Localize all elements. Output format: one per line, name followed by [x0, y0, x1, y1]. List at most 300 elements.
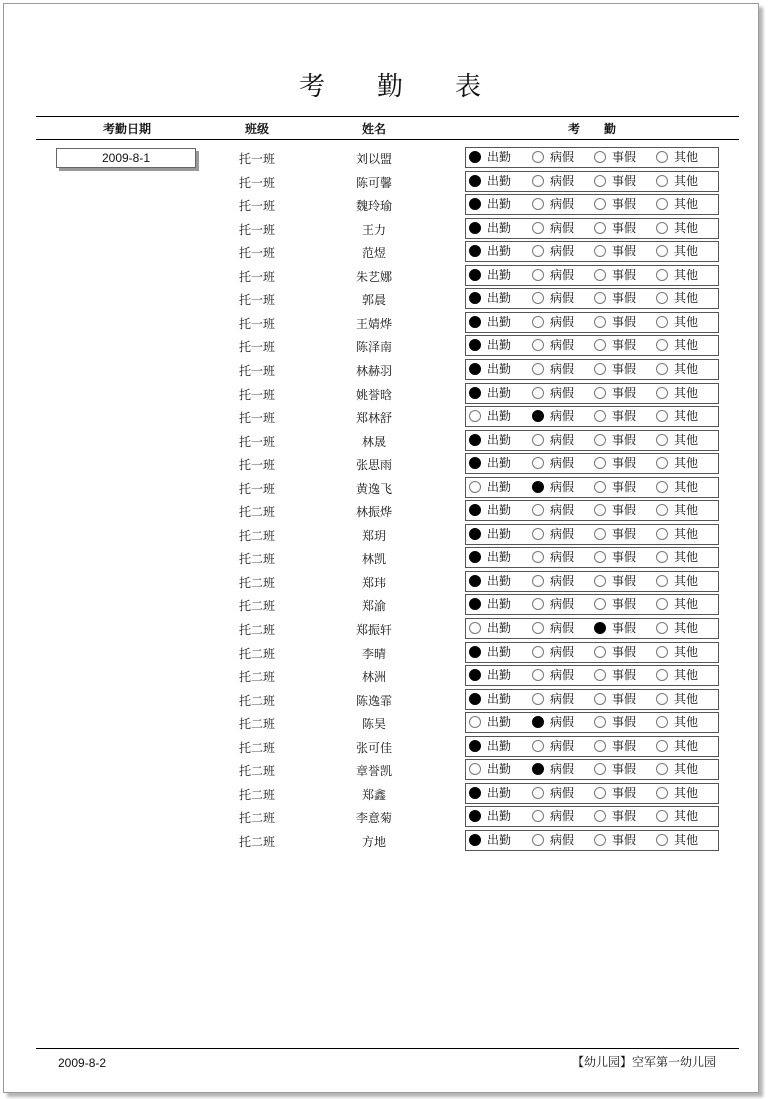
attendance-option[interactable] [469, 786, 511, 801]
attendance-option[interactable] [656, 338, 698, 353]
table-row [0, 335, 768, 356]
attendance-option[interactable] [656, 362, 698, 377]
radio-unselected-icon[interactable] [656, 834, 668, 846]
radio-unselected-icon[interactable] [594, 410, 606, 422]
attendance-option[interactable] [469, 574, 511, 589]
attendance-option[interactable] [469, 197, 511, 212]
radio-unselected-icon[interactable] [656, 339, 668, 351]
attendance-option-label: 病假 [550, 220, 575, 235]
radio-unselected-icon[interactable] [594, 316, 606, 328]
radio-selected-icon[interactable] [469, 598, 481, 610]
attendance-option[interactable] [594, 291, 636, 306]
radio-selected-icon[interactable] [469, 434, 481, 446]
radio-unselected-icon[interactable] [656, 716, 668, 728]
radio-unselected-icon[interactable] [656, 551, 668, 563]
radio-unselected-icon[interactable] [532, 387, 544, 399]
attendance-option[interactable] [594, 809, 636, 824]
radio-unselected-icon[interactable] [656, 669, 668, 681]
radio-unselected-icon[interactable] [469, 763, 481, 775]
attendance-option[interactable] [656, 409, 698, 424]
attendance-radio-group [465, 265, 719, 286]
radio-unselected-icon[interactable] [656, 598, 668, 610]
attendance-option[interactable] [469, 362, 511, 377]
radio-unselected-icon[interactable] [594, 339, 606, 351]
radio-unselected-icon[interactable] [656, 622, 668, 634]
attendance-option-label: 事假 [612, 644, 637, 659]
attendance-option[interactable] [594, 174, 636, 189]
attendance-option[interactable] [532, 597, 574, 612]
attendance-option[interactable] [469, 480, 511, 495]
radio-unselected-icon[interactable] [532, 646, 544, 658]
attendance-option[interactable] [469, 739, 511, 754]
attendance-option[interactable] [656, 221, 698, 236]
radio-unselected-icon[interactable] [594, 598, 606, 610]
attendance-option[interactable] [532, 739, 574, 754]
attendance-option-label: 出勤 [487, 715, 512, 730]
attendance-option[interactable] [656, 197, 698, 212]
table-row [0, 453, 768, 474]
attendance-option[interactable] [532, 715, 574, 730]
attendance-option[interactable] [594, 503, 636, 518]
radio-selected-icon[interactable] [469, 387, 481, 399]
attendance-option-label: 事假 [612, 809, 637, 824]
radio-unselected-icon[interactable] [469, 716, 481, 728]
attendance-option[interactable] [469, 315, 511, 330]
radio-unselected-icon[interactable] [656, 316, 668, 328]
attendance-option[interactable] [532, 786, 574, 801]
attendance-option[interactable] [656, 621, 698, 636]
attendance-option[interactable] [532, 692, 574, 707]
attendance-option-label: 病假 [550, 456, 575, 471]
attendance-option[interactable] [656, 762, 698, 777]
attendance-option[interactable] [594, 362, 636, 377]
attendance-option[interactable] [469, 762, 511, 777]
attendance-option[interactable] [594, 456, 636, 471]
radio-unselected-icon[interactable] [656, 646, 668, 658]
radio-selected-icon[interactable] [469, 646, 481, 658]
radio-unselected-icon[interactable] [532, 245, 544, 257]
radio-unselected-icon[interactable] [594, 787, 606, 799]
attendance-option[interactable] [469, 527, 511, 542]
attendance-option[interactable] [656, 174, 698, 189]
attendance-option[interactable] [594, 315, 636, 330]
table-row [0, 383, 768, 404]
attendance-option[interactable] [594, 433, 636, 448]
attendance-option[interactable] [594, 527, 636, 542]
attendance-option[interactable] [469, 268, 511, 283]
attendance-option[interactable] [532, 645, 574, 660]
radio-selected-icon[interactable] [469, 222, 481, 234]
radio-unselected-icon[interactable] [532, 551, 544, 563]
radio-selected-icon[interactable] [469, 316, 481, 328]
attendance-option[interactable] [469, 833, 511, 848]
attendance-option[interactable] [656, 527, 698, 542]
radio-selected-icon[interactable] [469, 740, 481, 752]
class-cell: 托一班 [239, 175, 276, 190]
attendance-option[interactable] [469, 174, 511, 189]
attendance-option[interactable] [532, 621, 574, 636]
radio-selected-icon[interactable] [594, 622, 606, 634]
radio-unselected-icon[interactable] [656, 528, 668, 540]
attendance-option[interactable] [532, 527, 574, 542]
radio-unselected-icon[interactable] [532, 810, 544, 822]
radio-unselected-icon[interactable] [656, 575, 668, 587]
attendance-option[interactable] [656, 503, 698, 518]
table-row [0, 194, 768, 215]
name-cell: 林赫羽 [355, 363, 392, 378]
radio-unselected-icon[interactable] [532, 598, 544, 610]
attendance-option[interactable] [656, 291, 698, 306]
attendance-option[interactable] [532, 550, 574, 565]
attendance-option[interactable] [469, 645, 511, 660]
attendance-option-label: 出勤 [487, 832, 512, 847]
table-row [0, 806, 768, 827]
radio-unselected-icon[interactable] [594, 693, 606, 705]
radio-unselected-icon[interactable] [594, 151, 606, 163]
attendance-option[interactable] [532, 456, 574, 471]
radio-selected-icon[interactable] [469, 245, 481, 257]
radio-selected-icon[interactable] [469, 693, 481, 705]
attendance-option[interactable] [532, 221, 574, 236]
radio-unselected-icon[interactable] [594, 740, 606, 752]
attendance-option[interactable] [656, 315, 698, 330]
attendance-option[interactable] [532, 762, 574, 777]
radio-unselected-icon[interactable] [469, 410, 481, 422]
radio-selected-icon[interactable] [532, 481, 544, 493]
attendance-option-label: 病假 [550, 409, 575, 424]
radio-unselected-icon[interactable] [532, 316, 544, 328]
attendance-option-label: 病假 [550, 479, 575, 494]
radio-unselected-icon[interactable] [656, 151, 668, 163]
name-cell: 郭晨 [361, 293, 386, 308]
attendance-option[interactable] [469, 550, 511, 565]
radio-selected-icon[interactable] [469, 151, 481, 163]
radio-unselected-icon[interactable] [532, 339, 544, 351]
attendance-option[interactable] [532, 833, 574, 848]
table-row [0, 689, 768, 710]
attendance-option[interactable] [532, 362, 574, 377]
radio-unselected-icon[interactable] [656, 740, 668, 752]
attendance-option[interactable] [469, 597, 511, 612]
attendance-option[interactable] [532, 503, 574, 518]
radio-unselected-icon[interactable] [594, 669, 606, 681]
attendance-option[interactable] [656, 668, 698, 683]
radio-unselected-icon[interactable] [532, 504, 544, 516]
radio-unselected-icon[interactable] [656, 387, 668, 399]
attendance-option[interactable] [532, 480, 574, 495]
radio-unselected-icon[interactable] [594, 457, 606, 469]
attendance-option-label: 出勤 [487, 244, 512, 259]
radio-unselected-icon[interactable] [594, 551, 606, 563]
radio-unselected-icon[interactable] [594, 198, 606, 210]
radio-unselected-icon[interactable] [656, 457, 668, 469]
attendance-option-label: 出勤 [487, 314, 512, 329]
attendance-option-label: 其他 [674, 668, 699, 683]
attendance-option-label: 事假 [612, 832, 637, 847]
attendance-option-label: 事假 [612, 691, 637, 706]
radio-unselected-icon[interactable] [469, 481, 481, 493]
radio-unselected-icon[interactable] [594, 292, 606, 304]
attendance-option[interactable] [532, 433, 574, 448]
attendance-option[interactable] [594, 597, 636, 612]
radio-unselected-icon[interactable] [656, 198, 668, 210]
attendance-option[interactable] [469, 150, 511, 165]
radio-selected-icon[interactable] [469, 198, 481, 210]
attendance-option[interactable] [594, 268, 636, 283]
attendance-option[interactable] [469, 503, 511, 518]
radio-selected-icon[interactable] [532, 763, 544, 775]
class-cell: 托二班 [239, 834, 276, 849]
attendance-option[interactable] [656, 550, 698, 565]
radio-unselected-icon[interactable] [594, 222, 606, 234]
attendance-option[interactable] [594, 221, 636, 236]
radio-selected-icon[interactable] [469, 834, 481, 846]
radio-unselected-icon[interactable] [532, 151, 544, 163]
table-row [0, 406, 768, 427]
attendance-option[interactable] [594, 480, 636, 495]
radio-unselected-icon[interactable] [532, 222, 544, 234]
attendance-radio-group [465, 477, 719, 498]
attendance-option-label: 其他 [674, 762, 699, 777]
radio-unselected-icon[interactable] [594, 245, 606, 257]
radio-unselected-icon[interactable] [532, 363, 544, 375]
attendance-option[interactable] [656, 715, 698, 730]
radio-selected-icon[interactable] [469, 551, 481, 563]
attendance-option[interactable] [469, 668, 511, 683]
radio-unselected-icon[interactable] [594, 434, 606, 446]
attendance-option[interactable] [656, 386, 698, 401]
radio-unselected-icon[interactable] [532, 292, 544, 304]
radio-selected-icon[interactable] [469, 528, 481, 540]
radio-selected-icon[interactable] [469, 175, 481, 187]
attendance-option[interactable] [656, 786, 698, 801]
attendance-option[interactable] [532, 174, 574, 189]
radio-unselected-icon[interactable] [594, 810, 606, 822]
radio-selected-icon[interactable] [469, 504, 481, 516]
class-cell: 托二班 [239, 528, 276, 543]
radio-unselected-icon[interactable] [656, 481, 668, 493]
radio-unselected-icon[interactable] [594, 481, 606, 493]
radio-unselected-icon[interactable] [532, 669, 544, 681]
attendance-option[interactable] [532, 150, 574, 165]
attendance-option[interactable] [656, 739, 698, 754]
attendance-option[interactable] [532, 315, 574, 330]
header-bottom-rule [36, 139, 739, 140]
attendance-option-label: 病假 [550, 621, 575, 635]
attendance-option[interactable] [532, 668, 574, 683]
attendance-radio-group [465, 712, 719, 733]
table-row [0, 736, 768, 757]
attendance-option[interactable] [656, 833, 698, 848]
radio-unselected-icon[interactable] [656, 693, 668, 705]
attendance-option[interactable] [656, 433, 698, 448]
attendance-option[interactable] [532, 574, 574, 589]
radio-unselected-icon[interactable] [656, 763, 668, 775]
attendance-option[interactable] [594, 739, 636, 754]
radio-unselected-icon[interactable] [532, 622, 544, 634]
attendance-option[interactable] [469, 809, 511, 824]
radio-selected-icon[interactable] [469, 810, 481, 822]
attendance-option[interactable] [656, 692, 698, 707]
attendance-option-label: 病假 [550, 644, 575, 659]
radio-unselected-icon[interactable] [656, 222, 668, 234]
table-row [0, 712, 768, 733]
radio-selected-icon[interactable] [469, 292, 481, 304]
radio-unselected-icon[interactable] [594, 834, 606, 846]
attendance-option[interactable] [594, 197, 636, 212]
radio-unselected-icon[interactable] [656, 787, 668, 799]
attendance-option[interactable] [656, 268, 698, 283]
attendance-option[interactable] [469, 409, 511, 424]
radio-selected-icon[interactable] [532, 716, 544, 728]
attendance-option[interactable] [469, 338, 511, 353]
attendance-option[interactable] [656, 645, 698, 660]
name-cell: 郑玮 [361, 575, 386, 590]
attendance-option[interactable] [594, 621, 636, 636]
radio-unselected-icon[interactable] [594, 646, 606, 658]
attendance-option[interactable] [656, 597, 698, 612]
attendance-option[interactable] [594, 150, 636, 165]
attendance-option-label: 其他 [674, 409, 699, 424]
radio-unselected-icon[interactable] [532, 693, 544, 705]
radio-selected-icon[interactable] [469, 269, 481, 281]
radio-unselected-icon[interactable] [594, 575, 606, 587]
radio-unselected-icon[interactable] [532, 834, 544, 846]
attendance-option[interactable] [469, 221, 511, 236]
name-cell: 王婧烨 [355, 316, 392, 331]
radio-unselected-icon[interactable] [656, 434, 668, 446]
class-cell: 托一班 [239, 387, 276, 402]
attendance-option[interactable] [656, 150, 698, 165]
radio-unselected-icon[interactable] [532, 434, 544, 446]
radio-unselected-icon[interactable] [532, 457, 544, 469]
radio-unselected-icon[interactable] [532, 528, 544, 540]
attendance-option[interactable] [594, 574, 636, 589]
attendance-option[interactable] [656, 456, 698, 471]
attendance-option[interactable] [469, 621, 511, 636]
attendance-option-label: 其他 [674, 715, 699, 730]
attendance-option[interactable] [594, 668, 636, 683]
radio-unselected-icon[interactable] [532, 740, 544, 752]
attendance-option-label: 病假 [550, 385, 575, 400]
attendance-option[interactable] [594, 715, 636, 730]
attendance-option[interactable] [469, 291, 511, 306]
radio-unselected-icon[interactable] [532, 787, 544, 799]
header-class: 班级 [245, 122, 270, 136]
attendance-option[interactable] [469, 244, 511, 259]
radio-unselected-icon[interactable] [656, 292, 668, 304]
class-cell: 托二班 [239, 693, 276, 708]
attendance-option[interactable] [532, 409, 574, 424]
radio-unselected-icon[interactable] [594, 504, 606, 516]
table-row [0, 642, 768, 663]
attendance-option[interactable] [532, 386, 574, 401]
attendance-option[interactable] [532, 291, 574, 306]
attendance-option[interactable] [594, 338, 636, 353]
radio-unselected-icon[interactable] [656, 245, 668, 257]
attendance-option[interactable] [532, 809, 574, 824]
radio-unselected-icon[interactable] [594, 716, 606, 728]
attendance-option-label: 出勤 [487, 621, 512, 635]
attendance-option[interactable] [594, 409, 636, 424]
radio-unselected-icon[interactable] [532, 175, 544, 187]
radio-selected-icon[interactable] [469, 339, 481, 351]
table-row [0, 312, 768, 333]
attendance-option[interactable] [594, 645, 636, 660]
radio-unselected-icon[interactable] [594, 528, 606, 540]
attendance-option[interactable] [532, 197, 574, 212]
attendance-option[interactable] [469, 386, 511, 401]
attendance-option[interactable] [469, 456, 511, 471]
radio-unselected-icon[interactable] [532, 198, 544, 210]
radio-selected-icon[interactable] [532, 410, 544, 422]
attendance-option[interactable] [469, 692, 511, 707]
attendance-date-field[interactable]: 2009-8-1 [56, 148, 196, 168]
radio-unselected-icon[interactable] [656, 810, 668, 822]
attendance-option[interactable] [594, 386, 636, 401]
attendance-option-label: 事假 [612, 291, 637, 306]
radio-unselected-icon[interactable] [532, 269, 544, 281]
attendance-option-label: 事假 [612, 456, 637, 471]
attendance-option[interactable] [594, 692, 636, 707]
attendance-option-label: 病假 [550, 150, 575, 164]
radio-selected-icon[interactable] [469, 457, 481, 469]
radio-unselected-icon[interactable] [594, 763, 606, 775]
attendance-radio-group [465, 783, 719, 804]
radio-selected-icon[interactable] [469, 363, 481, 375]
attendance-option[interactable] [532, 268, 574, 283]
radio-unselected-icon[interactable] [594, 363, 606, 375]
attendance-option[interactable] [469, 715, 511, 730]
radio-unselected-icon[interactable] [532, 575, 544, 587]
radio-unselected-icon[interactable] [656, 269, 668, 281]
attendance-option-label: 其他 [674, 526, 699, 541]
class-cell: 托二班 [239, 811, 276, 826]
attendance-option[interactable] [532, 338, 574, 353]
attendance-option[interactable] [594, 550, 636, 565]
radio-selected-icon[interactable] [469, 669, 481, 681]
attendance-option[interactable] [656, 244, 698, 259]
radio-selected-icon[interactable] [469, 575, 481, 587]
radio-unselected-icon[interactable] [656, 410, 668, 422]
attendance-option[interactable] [594, 786, 636, 801]
class-cell: 托一班 [239, 434, 276, 449]
radio-unselected-icon[interactable] [656, 504, 668, 516]
attendance-option-label: 其他 [674, 573, 699, 588]
attendance-option-label: 病假 [550, 267, 575, 282]
name-cell: 章誉凯 [355, 764, 392, 779]
radio-selected-icon[interactable] [469, 787, 481, 799]
attendance-option[interactable] [594, 833, 636, 848]
attendance-option[interactable] [594, 244, 636, 259]
class-cell: 托二班 [239, 599, 276, 614]
attendance-option[interactable] [469, 433, 511, 448]
radio-unselected-icon[interactable] [594, 175, 606, 187]
attendance-option[interactable] [532, 244, 574, 259]
radio-unselected-icon[interactable] [594, 269, 606, 281]
attendance-option[interactable] [594, 762, 636, 777]
radio-unselected-icon[interactable] [656, 175, 668, 187]
attendance-option[interactable] [656, 480, 698, 495]
attendance-radio-group [465, 524, 719, 545]
attendance-option[interactable] [656, 574, 698, 589]
radio-unselected-icon[interactable] [469, 622, 481, 634]
attendance-option[interactable] [656, 809, 698, 824]
radio-unselected-icon[interactable] [594, 387, 606, 399]
attendance-radio-group [465, 147, 719, 168]
attendance-option-label: 其他 [674, 832, 699, 847]
radio-unselected-icon[interactable] [656, 363, 668, 375]
